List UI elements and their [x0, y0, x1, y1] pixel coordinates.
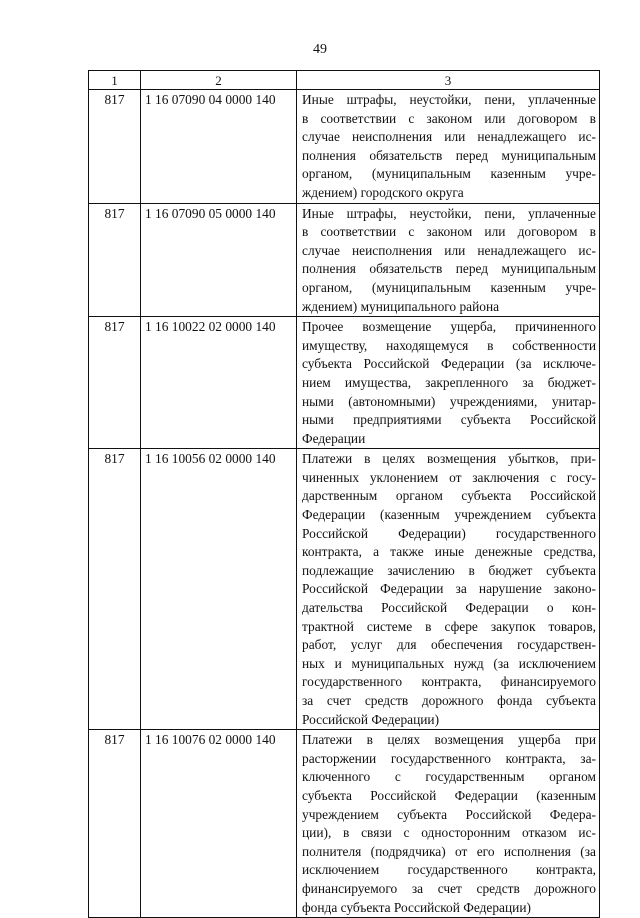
description-line: контракта, а также иные денежные средства, [302, 544, 596, 560]
description-line: за счет средств дорожного фонда субъекта [302, 693, 596, 708]
description-line: ными предприятиями субъекта Российской [302, 412, 596, 428]
description-line: ными (автономными) учреждениями, унитар- [302, 393, 596, 409]
admin-code-cell: 817 [89, 90, 141, 204]
description-line: полнения обязательств перед муниципальным [302, 147, 596, 163]
description-line: субъекта Российской Федерации (казенным [302, 787, 596, 803]
description-line: Российской Федерации) [302, 711, 440, 727]
description-line: нием имущества, закрепленного за бюджет- [302, 374, 596, 390]
description-line: Платежи в целях возмещения убытков, при- [302, 451, 596, 467]
description-line: в соответствии с законом или договором в [302, 110, 596, 126]
description-line: органом, (муниципальным казенным учре- [302, 166, 596, 182]
description-line: исключением государственного контракта, [302, 862, 596, 878]
description-line: полнения обязательств перед муниципальным [302, 261, 596, 277]
budget-classification-code-cell: 1 16 10076 02 0000 140 [141, 730, 297, 918]
revenue-description-cell [297, 317, 600, 449]
description-line: субъекта Российской Федерации (за исключе- [302, 356, 596, 372]
description-line: Российской Федерации) государственного [302, 525, 596, 541]
table-row [89, 203, 600, 317]
table-row [89, 90, 600, 204]
table-row [89, 449, 600, 730]
header-col-1: 1 [89, 71, 141, 90]
description-line: подлежащие зачислению в бюджет субъекта [302, 562, 596, 578]
description-line: полнителя (подрядчика) от его исполнения (за [302, 843, 596, 859]
description-line: в соответствии с законом или договором в [302, 224, 596, 240]
description-line: случае неисполнения или ненадлежащего ис- [302, 129, 596, 145]
budget-classification-code-cell: 1 16 07090 05 0000 140 [141, 203, 297, 317]
revenue-description-cell [297, 730, 600, 918]
table-header [89, 71, 600, 90]
admin-code-cell: 817 [89, 203, 141, 317]
page-number: 49 [313, 42, 327, 57]
budget-classification-code-cell: 1 16 10056 02 0000 140 [141, 449, 297, 730]
budget-classification-code-cell: 1 16 07090 04 0000 140 [141, 90, 297, 204]
description-line: Иные штрафы, неустойки, пени, уплаченные [302, 205, 596, 221]
description-line: финансируемого за счет средств дорожного [302, 880, 596, 896]
description-line: работ, услуг для обеспечения государствен- [302, 637, 596, 653]
table-body [89, 90, 600, 918]
description-line: дарственным органом субъекта Российской [302, 488, 596, 504]
description-line: ждением) городского округа [302, 184, 464, 200]
admin-code-cell: 817 [89, 730, 141, 918]
description-line: имуществу, находящемуся в собственности [302, 337, 596, 353]
revenue-description-cell [297, 203, 600, 317]
description-line: Федерации [302, 430, 366, 446]
description-line: фонда субъекта Российской Федерации) [302, 899, 531, 915]
description-line: государственного контракта, финансируемого [302, 674, 596, 690]
description-line: Платежи в целях возмещения ущерба при [302, 732, 596, 748]
description-line: трактной системе в сфере закупок товаров, [302, 618, 596, 634]
admin-code-cell: 817 [89, 449, 141, 730]
description-line: учреждением субъекта Российской Федера- [302, 806, 596, 822]
description-line: ключенного с государственным органом [302, 769, 596, 785]
description-line: чиненных уклонением от заключения с госу- [302, 469, 596, 485]
description-line: Федерации (казенным учреждением субъекта [302, 507, 596, 523]
description-line: расторжении государственного контракта, за- [302, 750, 596, 766]
description-line: Российской Федерации за нарушение законо- [302, 581, 596, 597]
header-row [89, 71, 600, 90]
table-row [89, 730, 600, 918]
description-line: ции), в связи с односторонним отказом ис- [302, 825, 596, 841]
description-line: ждением) муниципального района [302, 298, 500, 314]
admin-code-cell: 817 [89, 317, 141, 449]
revenue-description-cell [297, 449, 600, 730]
description-line: случае неисполнения или ненадлежащего ис- [302, 242, 596, 258]
description-line: Иные штрафы, неустойки, пени, уплаченные [302, 92, 596, 107]
header-col-3: 3 [297, 71, 600, 90]
revenue-codes-table [88, 70, 600, 918]
description-line: органом, (муниципальным казенным учре- [302, 279, 596, 295]
header-col-2: 2 [141, 71, 297, 90]
budget-classification-code-cell: 1 16 10022 02 0000 140 [141, 317, 297, 449]
description-line: дательства Российской Федерации о кон- [302, 600, 596, 616]
revenue-description-cell [297, 90, 600, 204]
table-row [89, 317, 600, 449]
description-line: ных и муниципальных нужд (за исключением [302, 655, 596, 671]
description-line: Прочее возмещение ущерба, причиненного [302, 319, 596, 335]
